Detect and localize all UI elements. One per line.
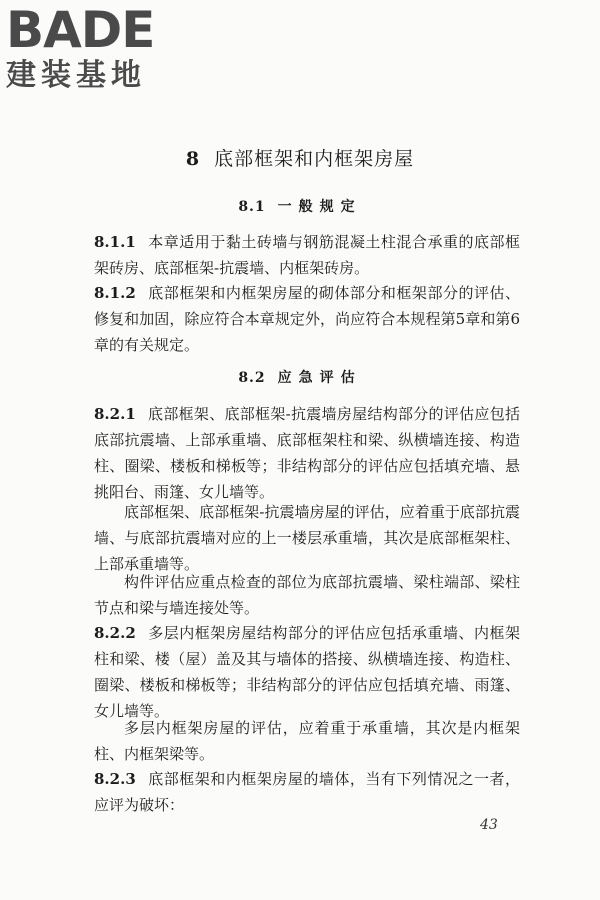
section-heading-8-2 bbox=[0, 367, 600, 387]
chapter-title bbox=[0, 144, 600, 171]
clause-8-2-1-paragraph-2: 底部框架、底部框架-抗震墙房屋的评估，应着重于底部抗震墙、与底部抗震墙对应的上一楼层承重墙，其次是底部框架柱、上部承重墙等。 bbox=[94, 503, 520, 573]
clause-text: 底部框架和内框架房屋的墙体，当有下列情况之一者，应评为破坏： bbox=[94, 770, 520, 814]
section-title-text: 应急评估 bbox=[277, 370, 362, 386]
clause-number: 8.2.2 bbox=[94, 624, 136, 642]
clause-8-2-2-paragraph-2: 多层内框架房屋的评估，应着重于承重墙，其次是内框架柱、内框架梁等。 bbox=[94, 719, 520, 763]
section-number: 8.2 bbox=[238, 370, 266, 386]
clause-number: 8.1.1 bbox=[94, 233, 136, 251]
clause-text: 底部框架、底部框架-抗震墙房屋结构部分的评估应包括底部抗震墙、上部承重墙、底部框架柱和梁、纵横墙连接、构造柱、圈梁、楼板和梯板等；非结构部分的评估应包括填充墙、悬挑阳台、雨篷、女儿墙等。 bbox=[94, 405, 520, 501]
clause-8-2-3 bbox=[94, 766, 520, 818]
chapter-title-text: 底部框架和内框架房屋 bbox=[214, 148, 415, 170]
clause-number: 8.2.1 bbox=[94, 405, 136, 423]
section-title-text: 一般规定 bbox=[277, 199, 362, 215]
clause-8-2-2 bbox=[94, 620, 520, 724]
section-heading-8-1 bbox=[0, 196, 600, 216]
clause-text: 多层内框架房屋结构部分的评估应包括承重墙、内框架柱和梁、楼（屋）盖及其与墙体的搭接、纵横墙连接、构造柱、圈梁、楼板和梯板等；非结构部分的评估应包括填充墙、雨篷、女儿墙等。 bbox=[94, 624, 520, 720]
logo bbox=[6, 2, 154, 92]
chapter-number: 8 bbox=[185, 148, 201, 170]
clause-number: 8.2.3 bbox=[94, 770, 136, 788]
logo-subtitle: 建装基地 bbox=[6, 58, 146, 93]
clause-text: 底部框架和内框架房屋的砌体部分和框架部分的评估、修复和加固，除应符合本章规定外，尚应符合本规程第5章和第6章的有关规定。 bbox=[94, 284, 520, 354]
clause-8-1-2 bbox=[94, 280, 520, 358]
clause-8-1-1 bbox=[94, 229, 520, 281]
clause-text: 本章适用于黏土砖墙与钢筋混凝土柱混合承重的底部框架砖房、底部框架-抗震墙、内框架砖房。 bbox=[94, 233, 520, 277]
logo-wordmark: BADE bbox=[6, 1, 155, 59]
clause-8-2-1-paragraph-3: 构件评估应重点检查的部位为底部抗震墙、梁柱端部、梁柱节点和梁与墙连接处等。 bbox=[94, 573, 520, 617]
clause-8-2-1 bbox=[94, 401, 520, 505]
section-number: 8.1 bbox=[238, 199, 266, 215]
page-number: 43 bbox=[480, 817, 498, 833]
clause-number: 8.1.2 bbox=[94, 284, 136, 302]
